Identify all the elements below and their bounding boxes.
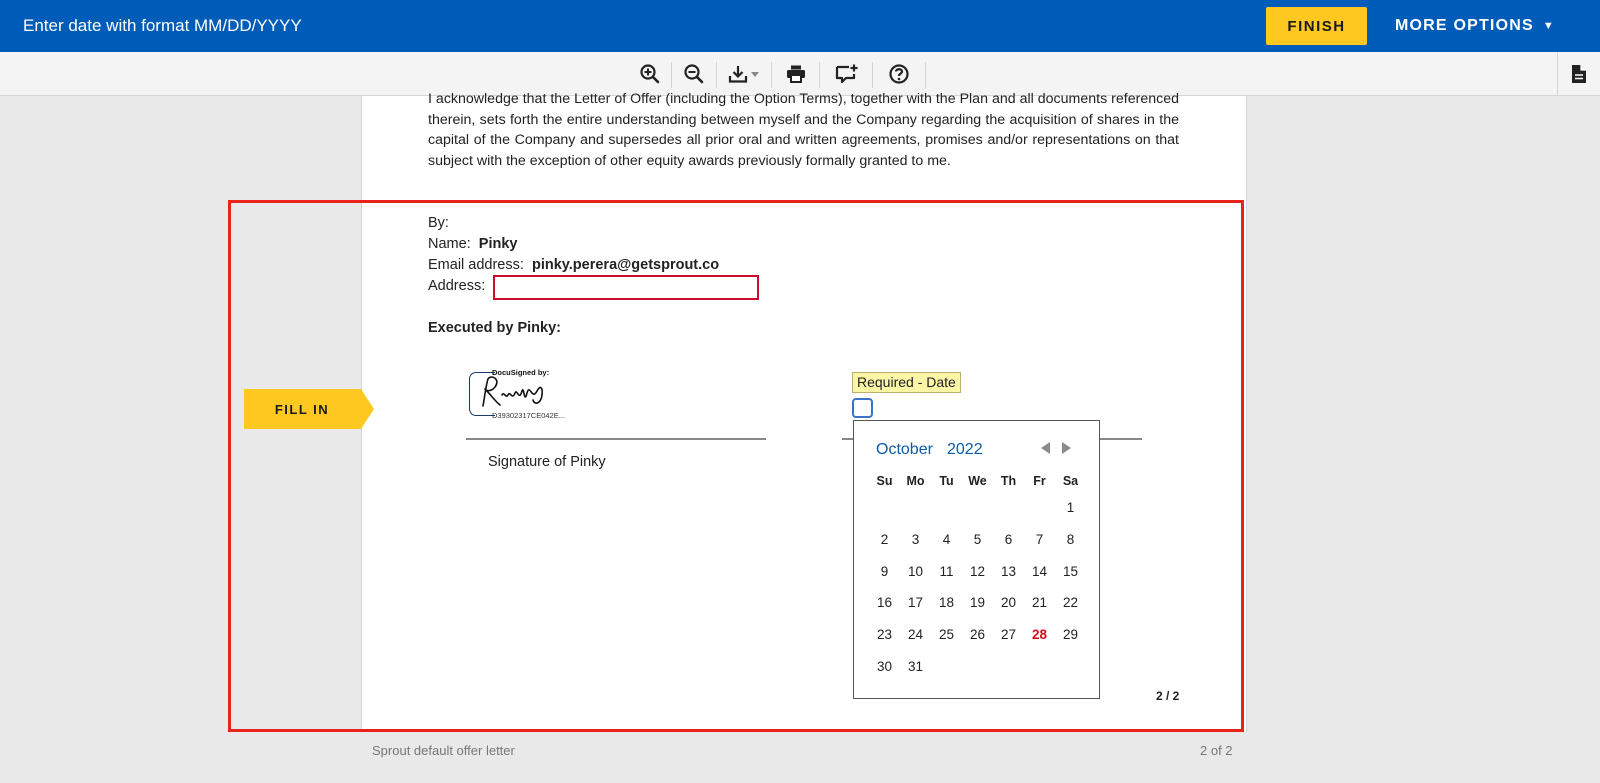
- name-label: Name:: [428, 236, 471, 252]
- calendar-day[interactable]: 2: [880, 532, 889, 548]
- fill-in-button[interactable]: [244, 389, 374, 429]
- calendar-day[interactable]: 14: [1031, 563, 1048, 579]
- calendar-weeks: [869, 492, 1086, 682]
- calendar-day[interactable]: 23: [876, 627, 893, 643]
- calendar-day[interactable]: 7: [1035, 532, 1044, 548]
- calendar-grid: [869, 470, 1086, 682]
- weekday-header: Tu: [939, 474, 954, 488]
- calendar-day[interactable]: 12: [969, 563, 986, 579]
- field-instruction: Enter date with format MM/DD/YYYY: [23, 16, 302, 35]
- toolbar-separator: [771, 62, 772, 88]
- calendar-day[interactable]: 26: [969, 627, 986, 643]
- calendar-day[interactable]: 6: [1004, 532, 1013, 548]
- required-date-tooltip: Required - Date: [852, 372, 961, 393]
- calendar-day[interactable]: 31: [907, 658, 924, 674]
- print-icon: [785, 63, 807, 85]
- calendar-day-today[interactable]: 28: [1031, 627, 1048, 643]
- toolbar-separator: [819, 62, 820, 88]
- next-month-button[interactable]: [1059, 440, 1073, 456]
- signature-line: [466, 438, 766, 440]
- fill-in-label: FILL IN: [274, 401, 330, 417]
- triangle-left-icon: [1041, 442, 1051, 454]
- toolbar-separator: [925, 62, 926, 88]
- name-value: Pinky: [478, 236, 518, 252]
- help-button[interactable]: [887, 60, 911, 88]
- calendar-day[interactable]: 17: [907, 595, 924, 611]
- date-picker: [853, 420, 1100, 699]
- caret-down-icon: ▼: [1542, 20, 1555, 32]
- calendar-day[interactable]: 3: [911, 532, 920, 548]
- weekday-header: Th: [1000, 474, 1017, 488]
- calendar-day[interactable]: 19: [969, 595, 986, 611]
- calendar-week-row: [869, 619, 1086, 651]
- document-panel-button[interactable]: [1557, 52, 1600, 96]
- zoom-out-icon: [683, 63, 705, 85]
- signature-caption: Signature of Pinky: [488, 454, 606, 470]
- email-label: Email address:: [428, 257, 524, 273]
- calendar-day[interactable]: 18: [938, 595, 955, 611]
- calendar-week-row: [869, 524, 1086, 556]
- calendar-day[interactable]: 11: [939, 563, 954, 579]
- weekday-header: Fr: [1033, 474, 1046, 488]
- page-number: 2 / 2: [1156, 689, 1180, 703]
- calendar-day[interactable]: 25: [938, 627, 955, 643]
- download-button[interactable]: [728, 60, 762, 88]
- weekday-header: We: [968, 474, 987, 488]
- weekday-header: Mo: [906, 474, 925, 488]
- calendar-day[interactable]: 15: [1062, 563, 1079, 579]
- acknowledgement-paragraph: I acknowledge that the Letter of Offer (including the Option Terms), together with the Plan and all documents referenced therein, sets forth the entire understanding between myself and the Company regarding the acquisition of shares in the capital of the Company and supersedes all prior oral and written agreements, promises and/or representations on that subject with the exception of other equity awards previously formally granted to me.: [428, 91, 1179, 170]
- calendar-week-row: [869, 650, 1086, 682]
- triangle-right-icon: [1061, 442, 1071, 454]
- calendar-day[interactable]: 29: [1062, 627, 1079, 643]
- document-icon: [1570, 63, 1588, 85]
- calendar-day[interactable]: 30: [876, 658, 893, 674]
- signature-scrawl-icon: [477, 375, 559, 409]
- top-bar: [0, 0, 1600, 52]
- docusign-signature: [469, 368, 581, 420]
- calendar-week-row: [869, 555, 1086, 587]
- document-name: Sprout default offer letter: [372, 743, 515, 758]
- calendar-week-row: [869, 492, 1086, 524]
- email-row: [428, 257, 719, 273]
- calendar-day[interactable]: 1: [1066, 500, 1075, 516]
- calendar-month[interactable]: October: [876, 441, 933, 458]
- calendar-day[interactable]: 20: [1000, 595, 1017, 611]
- calendar-day[interactable]: 5: [973, 532, 982, 548]
- name-row: [428, 236, 517, 252]
- toolbar-separator: [716, 62, 717, 88]
- weekday-header: Sa: [1062, 474, 1079, 488]
- toolbar-separator: [872, 62, 873, 88]
- previous-month-button[interactable]: [1039, 440, 1053, 456]
- calendar-day[interactable]: 13: [1000, 563, 1017, 579]
- page-count: 2 of 2: [1200, 743, 1233, 758]
- address-label: Address:: [428, 278, 486, 294]
- calendar-day[interactable]: 4: [942, 532, 951, 548]
- finish-button[interactable]: FINISH: [1266, 7, 1367, 45]
- docusign-envelope-id: D39302317CE042E...: [492, 411, 565, 420]
- email-value: pinky.perera@getsprout.co: [531, 257, 720, 273]
- weekday-header-row: [869, 470, 1086, 492]
- zoom-in-button[interactable]: [638, 60, 662, 88]
- calendar-week-row: [869, 587, 1086, 619]
- docusigned-by-label: DocuSigned by:: [492, 368, 550, 377]
- toolbar-separator: [671, 62, 672, 88]
- calendar-day[interactable]: 8: [1066, 532, 1075, 548]
- zoom-out-button[interactable]: [682, 60, 706, 88]
- add-comment-button[interactable]: [835, 60, 859, 88]
- executed-by-label: Executed by Pinky:: [428, 320, 561, 336]
- by-label: By:: [428, 215, 449, 231]
- more-options-button[interactable]: [1395, 10, 1555, 42]
- date-field[interactable]: [852, 398, 873, 418]
- calendar-year[interactable]: 2022: [947, 441, 983, 458]
- calendar-day[interactable]: 9: [880, 563, 889, 579]
- calendar-day[interactable]: 27: [1000, 627, 1017, 643]
- calendar-day[interactable]: 21: [1031, 595, 1048, 611]
- help-icon: [888, 63, 910, 85]
- print-button[interactable]: [784, 60, 808, 88]
- zoom-in-icon: [639, 63, 661, 85]
- calendar-day[interactable]: 24: [907, 627, 924, 643]
- weekday-header: Su: [876, 474, 893, 488]
- download-icon: [728, 63, 762, 85]
- address-input[interactable]: [493, 275, 759, 300]
- calendar-day[interactable]: 10: [907, 563, 924, 579]
- comment-add-icon: [835, 63, 859, 85]
- calendar-day[interactable]: 16: [876, 595, 893, 611]
- more-options-label: MORE OPTIONS: [1395, 17, 1534, 34]
- calendar-day[interactable]: 22: [1062, 595, 1079, 611]
